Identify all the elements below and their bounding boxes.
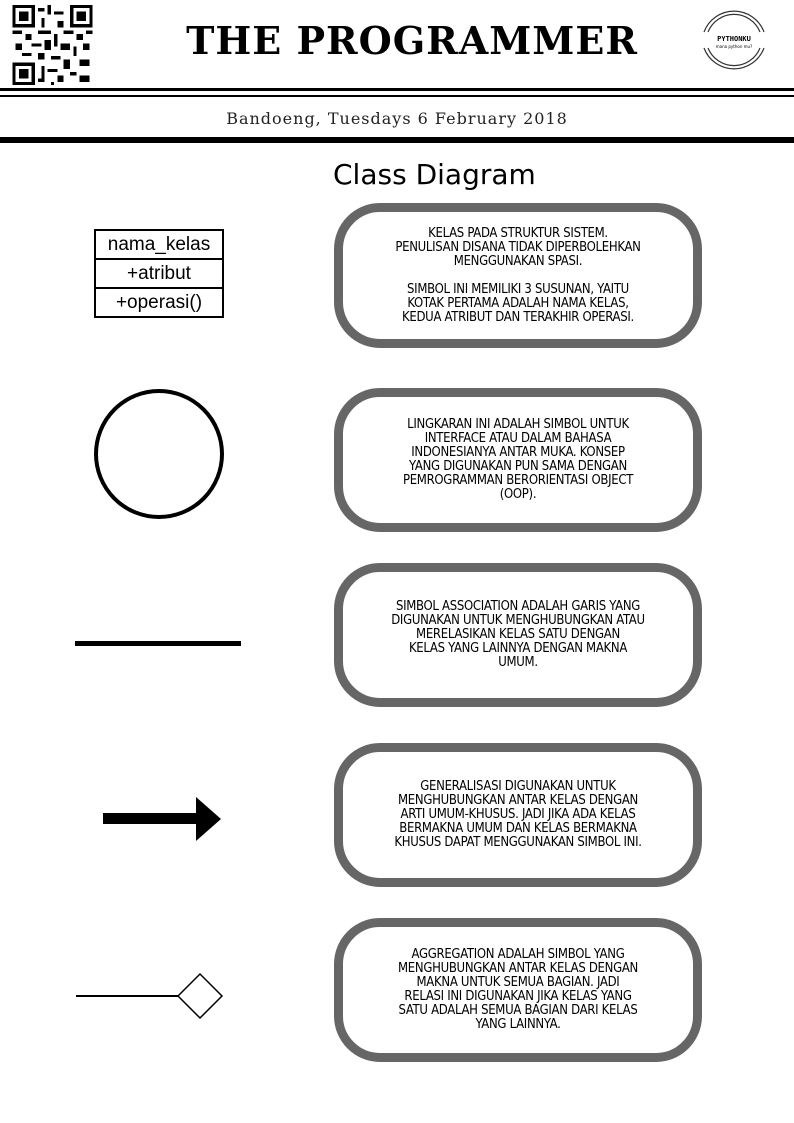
- generalization-description: GENERALISASI DIGUNAKAN UNTUK MENGHUBUNGKAN ANTAR KELAS DENGAN ARTI UMUM-KHUSUS. JADI JIKA ADA KELAS BERMAKNA UMUM DAN KELAS BERMAKNA KHUSUS DAPAT MENGGUNAKAN SIMBOL INI.: [334, 743, 702, 887]
- association-line-icon: [75, 641, 241, 646]
- svg-text:PYTHONKU: PYTHONKU: [717, 35, 751, 43]
- class-name: nama_kelas: [107, 234, 211, 255]
- masthead-title: THE PROGRAMMER: [186, 18, 638, 63]
- rule-bottom: [0, 137, 794, 143]
- generalization-arrow-icon: [100, 793, 224, 845]
- interface-description: LINGKARAN INI ADALAH SIMBOL UNTUK INTERFACE ATAU DALAM BAHASA INDONESIANYA ANTAR MUKA. KONSEP YANG DIGUNAKAN PUN SAMA DENGAN PEMROGRAMMAN BERORIENTASI OBJECT (OOP).: [334, 388, 702, 532]
- class-attribute: +atribut: [96, 258, 222, 287]
- aggregation-description: AGGREGATION ADALAH SIMBOL YANG MENGHUBUNGKAN ANTAR KELAS DENGAN MAKNA UNTUK SEMUA BAGIAN. JADI RELASI INI DIGUNAKAN JIKA KELAS YANG SATU ADALAH SEMUA BAGIAN DARI KELAS YANG LAINNYA.: [334, 918, 702, 1062]
- class-symbol: [94, 229, 224, 318]
- section-title: Class Diagram: [333, 158, 536, 191]
- class-description: KELAS PADA STRUKTUR SISTEM. PENULISAN DISANA TIDAK DIPERBOLEHKAN MENGGUNAKAN SPASI. SIMBOL INI MEMILIKI 3 SUSUNAN, YAITU KOTAK PERTAMA ADALAH NAMA KELAS, KEDUA ATRIBUT DAN TERAKHIR OPERASI.: [334, 203, 702, 348]
- rule-top-2: [0, 95, 794, 97]
- qr-code: [10, 5, 95, 85]
- aggregation-diamond-icon: [74, 972, 226, 1022]
- issue-date: Bandoeng, Tuesdays 6 February 2018: [226, 109, 568, 128]
- svg-text:mana python mu?: mana python mu?: [715, 44, 753, 49]
- class-operation: +operasi(): [96, 287, 222, 316]
- rule-top: [0, 88, 794, 91]
- interface-circle-icon: [92, 387, 226, 521]
- pythonku-logo: [698, 4, 770, 76]
- association-description: SIMBOL ASSOCIATION ADALAH GARIS YANG DIGUNAKAN UNTUK MENGHUBUNGKAN ATAU MERELASIKAN KELAS SATU DENGAN KELAS YANG LAINNYA DENGAN MAKNA UMUM.: [334, 563, 702, 707]
